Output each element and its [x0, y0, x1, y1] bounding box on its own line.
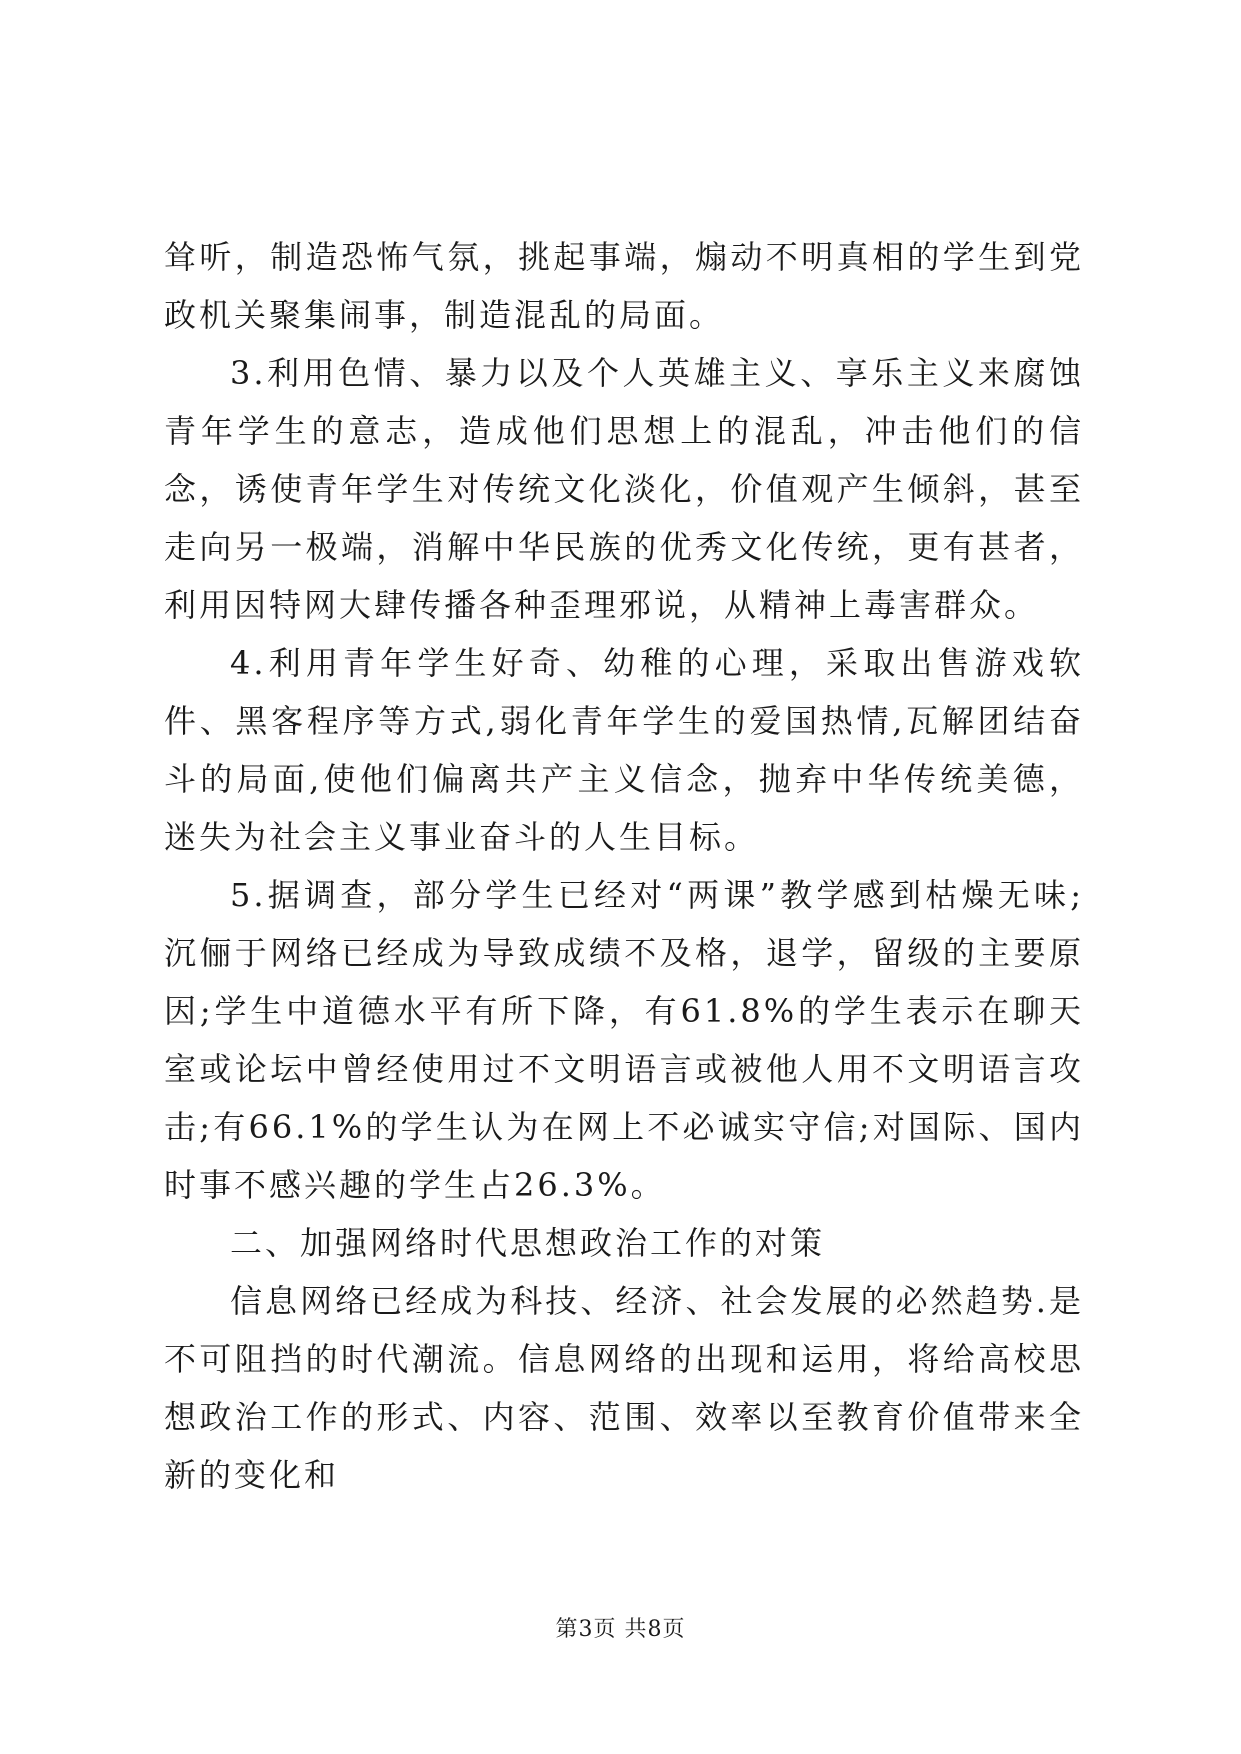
document-body [164, 228, 1084, 1504]
paragraph-continuation: 耸听，制造恐怖气氛，挑起事端，煽动不明真相的学生到党政机关聚集闹事，制造混乱的局面。 [164, 238, 1084, 334]
paragraph-section-intro: 信息网络已经成为科技、经济、社会发展的必然趋势.是不可阻挡的时代潮流。信息网络的出现和运用，将给高校思想政治工作的形式、内容、范围、效率以至教育价值带来全新的变化和 [164, 1282, 1084, 1494]
page-number-footer: 第3页 共8页 [555, 1617, 686, 1642]
paragraph-item-4: 4.利用青年学生好奇、幼稚的心理，采取出售游戏软件、黑客程序等方式,弱化青年学生的爱国热情,瓦解团结奋斗的局面,使他们偏离共产主义信念，抛弃中华传统美德，迷失为社会主义事业奋斗的人生目标。 [164, 644, 1084, 856]
paragraph-item-5: 5.据调查，部分学生已经对“两课”教学感到枯燥无味;沉俪于网络已经成为导致成绩不及格，退学，留级的主要原因;学生中道德水平有所下降，有61.8%的学生表示在聊天室或论坛中曾经使用过不文明语言或被他人用不文明语言攻击;有66.1%的学生认为在网上不必诚实守信;对国际、国内时事不感兴趣的学生占26.3%。 [164, 876, 1084, 1204]
paragraph-item-3: 3.利用色情、暴力以及个人英雄主义、享乐主义来腐蚀青年学生的意志，造成他们思想上的混乱，冲击他们的信念，诱使青年学生对传统文化淡化，价值观产生倾斜，甚至走向另一极端，消解中华民族的优秀文化传统，更有甚者，利用因特网大肆传播各种歪理邪说，从精神上毒害群众。 [164, 354, 1084, 624]
section-heading: 二、加强网络时代思想政治工作的对策 [230, 1224, 826, 1262]
